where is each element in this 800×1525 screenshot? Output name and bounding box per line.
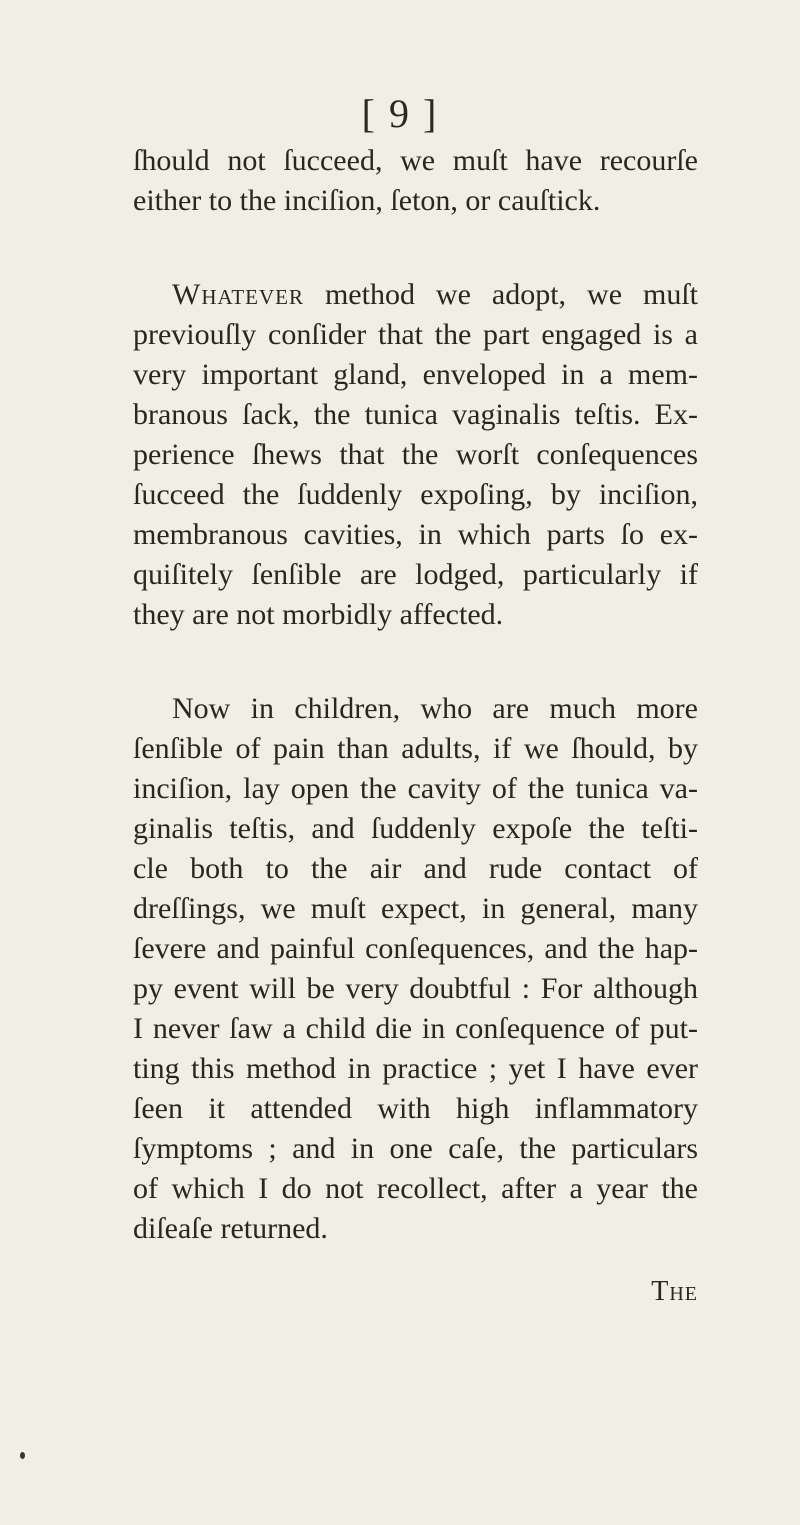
text-line: ſenſible of pain than adults, if we ſhould, by — [133, 732, 698, 765]
text-line-lead — [172, 277, 698, 313]
ink-speck — [20, 1452, 25, 1459]
catchword: The — [651, 1276, 698, 1307]
text-line: dreſſings, we muſt expect, in general, many — [133, 892, 698, 925]
text-line: ſeen it attended with high inflammatory — [133, 1092, 698, 1125]
text-line: either to the inciſion, ſeton, or cauſtick. — [133, 184, 601, 217]
text-line: very important gland, enveloped in a mem- — [133, 358, 698, 391]
text-line: they are not morbidly affected. — [133, 598, 504, 631]
text-line: ſucceed the ſuddenly expoſing, by inciſion, — [133, 478, 698, 511]
text-line: membranous cavities, in which parts ſo ex- — [133, 518, 698, 551]
text-line: I never ſaw a child die in conſequence of put- — [133, 1012, 698, 1045]
page-number: [ 9 ] — [361, 91, 439, 136]
text-line: ting this method in practice ; yet I have ever — [133, 1052, 698, 1085]
text-line: Now in children, who are much more — [172, 692, 698, 725]
text-line: ginalis teſtis, and ſuddenly expoſe the teſti- — [133, 812, 698, 845]
text-line: of which I do not recollect, after a year the — [133, 1172, 698, 1205]
text-line: ſevere and painful conſequences, and the hap- — [133, 932, 698, 965]
text-line-rest: method we adopt, we muſt — [303, 278, 698, 311]
text-line: perience ſhews that the worſt conſequences — [133, 438, 698, 471]
text-line: ſhould not ſucceed, we muſt have recourſe — [133, 144, 698, 177]
text-line: cle both to the air and rude contact of — [133, 852, 698, 885]
text-line: ſymptoms ; and in one caſe, the particulars — [133, 1132, 698, 1165]
text-line: diſeaſe returned. — [133, 1212, 328, 1245]
text-line: py event will be very doubtful : For although — [133, 972, 698, 1005]
text-line: inciſion, lay open the cavity of the tunica va- — [133, 772, 698, 805]
text-line: previouſly conſider that the part engaged is a — [133, 318, 698, 351]
lead-word: Whatever — [172, 278, 304, 311]
text-line: branous ſack, the tunica vaginalis teſtis. Ex- — [133, 398, 698, 431]
text-line: quiſitely ſenſible are lodged, particularly if — [133, 558, 698, 591]
